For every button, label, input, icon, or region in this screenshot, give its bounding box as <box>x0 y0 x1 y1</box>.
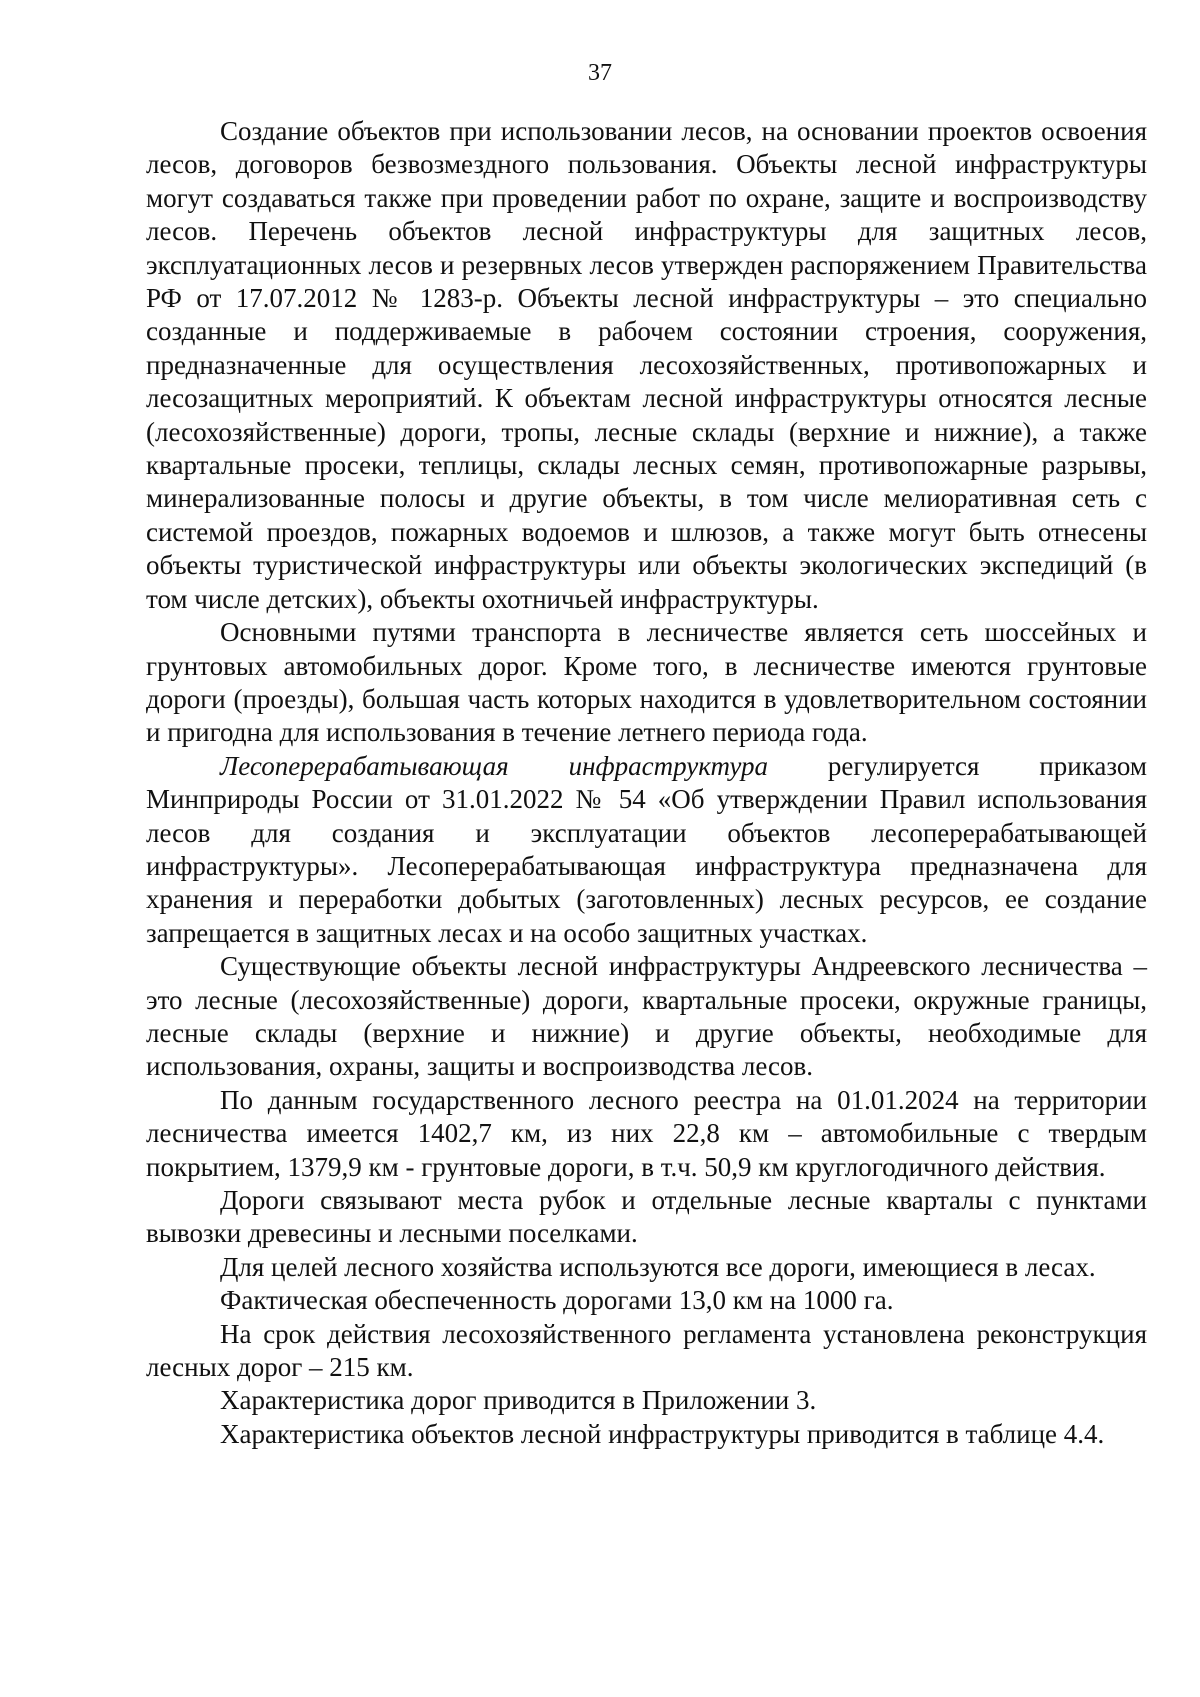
paragraph-road-statistics: По данным государственного лесного реестра на 01.01.2024 на территории лесничества имеется 1402,7 км, из них 22,8 км – автомобильные с твердым покрытием, 1379,9 км - грунтовые дороги, в т.ч. 50,9 км круглогодичного действия. <box>146 1084 1147 1182</box>
paragraph-roads-used: Для целей лесного хозяйства используются все дороги, имеющиеся в лесах. <box>220 1251 1096 1282</box>
paragraph-road-density: Фактическая обеспеченность дорогами 13,0 км на 1000 га. <box>220 1285 894 1316</box>
italic-term: Лесоперерабатывающая инфраструктура <box>220 750 768 781</box>
paragraph-road-reconstruction: На срок действия лесохозяйственного регламента установлена реконструкция лесных дорог – 215 км. <box>146 1318 1147 1383</box>
paragraph-text: регулируется приказом Минприроды России от 31.01.2022 № 54 «Об утверждении Правил использования лесов для создания и эксплуатации объектов лесоперерабатывающей инфраструктуры». Лесоперерабатывающая инфраструктура предназначена для хранения и переработки добытых (заготовленных) лесных ресурсов, ее создание запрещается в защитных лесах и на особо защитных участках. <box>146 750 1147 948</box>
paragraph-appendix-reference: Характеристика дорог приводится в Приложении 3. <box>220 1385 817 1416</box>
paragraph-transport-routes: Основными путями транспорта в лесничестве является сеть шоссейных и грунтовых автомобильных дорог. Кроме того, в лесничестве имеются грунтовые дороги (проезды), большая часть которых находится в удовлетворительном состоянии и пригодна для использования в течение летнего периода года. <box>146 617 1147 748</box>
paragraph-forest-infrastructure-objects: Создание объектов при использовании лесов, на основании проектов освоения лесов, договоров безвозмездного пользования. Объекты лесной инфраструктуры могут создаваться также при проведении работ по охране, защите и воспроизводству лесов. Перечень объектов лесной инфраструктуры для защитных лесов, эксплуатационных лесов и резервных лесов утвержден распоряжением Правительства РФ от 17.07.2012 № 1283-р. Объекты лесной инфраструктуры – это специально созданные и поддерживаемые в рабочем состоянии строения, сооружения, предназначенные для осуществления лесохозяйственных, противопожарных и лесозащитных мероприятий. К объектам лесной инфраструктуры относятся лесные (лесохозяйственные) дороги, тропы, лесные склады (верхние и нижние), а также квартальные просеки, теплицы, склады лесных семян, противопожарные разрывы, минерализованные полосы и другие объекты, в том числе мелиоративная сеть с системой проездов, пожарных водоемов и шлюзов, а также могут быть отнесены объекты туристической инфраструктуры или объекты экологических экспедиций (в том числе детских), объекты охотничьей инфраструктуры. <box>146 116 1147 614</box>
paragraph-wood-processing-infrastructure <box>146 750 1147 950</box>
paragraph-table-reference: Характеристика объектов лесной инфраструктуры приводится в таблице 4.4. <box>220 1418 1105 1449</box>
document-body <box>146 115 1147 1451</box>
paragraph-roads-connect: Дороги связывают места рубок и отдельные лесные кварталы с пунктами вывозки древесины и лесными поселками. <box>146 1185 1147 1249</box>
page-number: 37 <box>588 60 612 86</box>
paragraph-existing-infrastructure: Существующие объекты лесной инфраструктуры Андреевского лесничества – это лесные (лесохозяйственные) дороги, квартальные просеки, окружные границы, лесные склады (верхние и нижние) и другие объекты, необходимые для использования, охраны, защиты и воспроизводства лесов. <box>146 951 1147 1082</box>
